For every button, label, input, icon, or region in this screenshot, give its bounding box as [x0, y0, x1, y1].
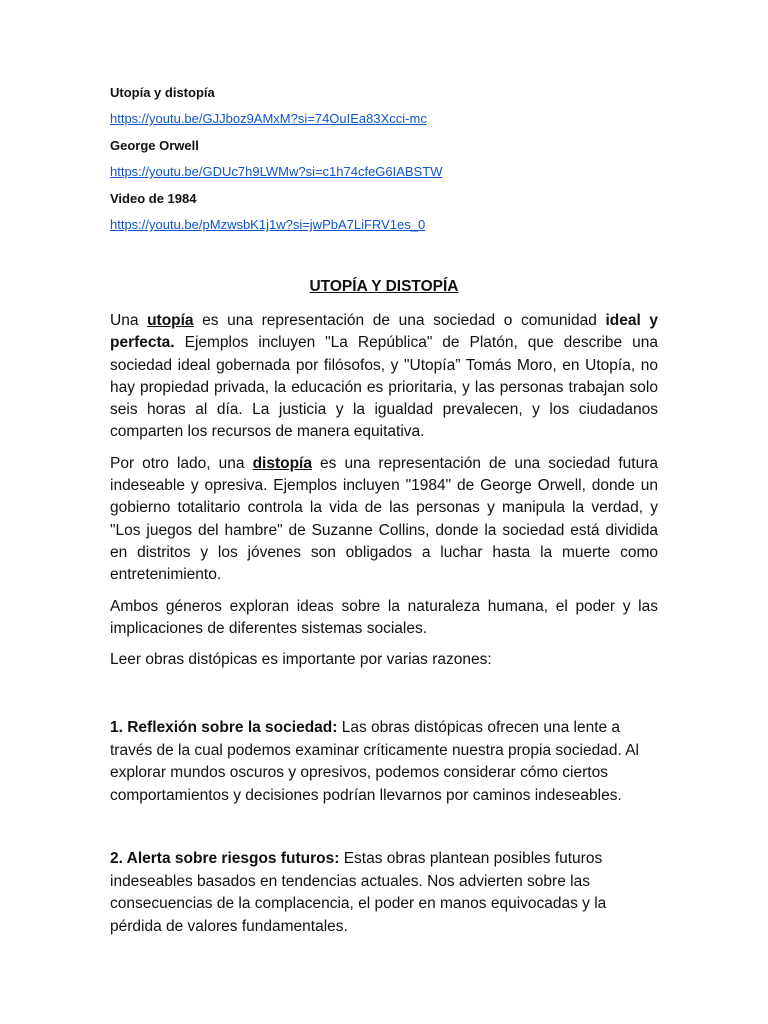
- document-title: UTOPÍA Y DISTOPÍA: [309, 278, 459, 295]
- paragraph-reasons-intro: Leer obras distópicas es importante por varias razones:: [110, 651, 492, 669]
- keyword-utopia: utopía: [147, 312, 194, 329]
- video-links-list: [110, 84, 670, 243]
- link-label-1984: Video de 1984: [110, 191, 197, 206]
- keyword-distopia: distopía: [252, 454, 312, 472]
- youtube-link-orwell[interactable]: https://youtu.be/GDUc7h9LWMw?si=c1h74cfeG6IABSTW: [110, 164, 443, 179]
- paragraph-utopia: Una utopía es una representación de una sociedad o comunidad ideal y perfecta. Ejemplos incluyen "La República" de Platón, que describe una sociedad ideal gobernada por filósofos, y "Utopía” Tomás Moro, en Utopía, no hay propiedad privada, la educación es prioritaria, y las personas trabajan solo seis horas al día. La justicia y la igualdad prevalecen, y los ciudadanos comparten los recursos de manera equitativa.: [110, 312, 659, 441]
- paragraph-genres: Ambos géneros exploran ideas sobre la naturaleza humana, el poder y las implicaciones de diferentes sistemas sociales.: [110, 597, 658, 637]
- reason-item-2: [110, 848, 658, 938]
- youtube-link-1984[interactable]: https://youtu.be/pMzwsbK1j1w?si=jwPbA7LiFRV1es_0: [110, 217, 426, 232]
- link-label-utopia: Utopía y distopía: [110, 85, 215, 100]
- paragraph-distopia: Por otro lado, una distopía es una representación de una sociedad futura indeseable y opresiva. Ejemplos incluyen "1984" de George Orwell, donde un gobierno totalitario controla la vida de las personas y manipula la verdad, y "Los juegos del hambre" de Suzanne Collins, donde la sociedad está dividida en distritos y los jóvenes son obligados a luchar hasta la muerte como entretenimiento.: [110, 454, 658, 584]
- reason-text: Estas obras plantean posibles futuros indeseables basados en tendencias actuales. Nos advierten sobre las consecuencias de la complacencia, el poder en manos equivocadas y la pérdida de valores fundamentales.: [110, 850, 607, 935]
- reason-heading: 2. Alerta sobre riesgos futuros:: [110, 850, 340, 867]
- reason-item-1: [110, 717, 658, 807]
- reason-heading: 1. Reflexión sobre la sociedad:: [110, 719, 338, 736]
- emphasis-ideal: ideal y perfecta.: [110, 312, 659, 352]
- link-label-orwell: George Orwell: [110, 138, 199, 153]
- reason-text: Las obras distópicas ofrecen una lente a través de la cual podemos examinar críticamente nuestra propia sociedad. Al explorar mundos oscuros y opresivos, podemos considerar cómo ciertos comportamientos y decisiones podrían llevarnos por caminos indeseables.: [110, 719, 640, 804]
- document-body: [110, 310, 658, 680]
- youtube-link-utopia[interactable]: https://youtu.be/GJJboz9AMxM?si=74OuIEa83Xcci-mc: [110, 111, 427, 126]
